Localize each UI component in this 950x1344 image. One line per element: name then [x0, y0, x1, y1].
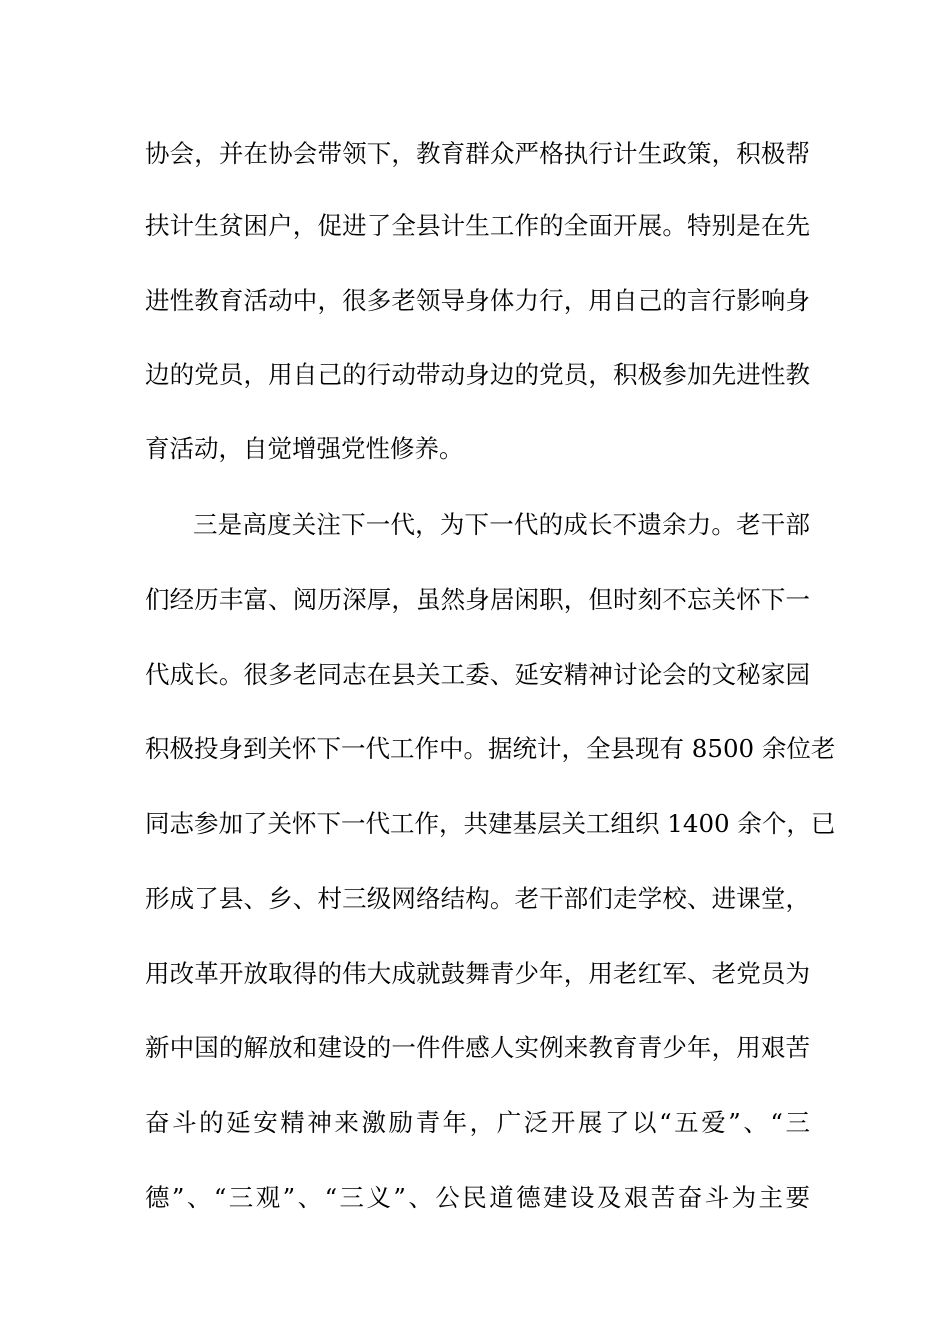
text-line: 积极投身到关怀下一代工作中。据统计，全县现有 8500 余位老 [145, 734, 836, 763]
text-line: 同志参加了关怀下一代工作，共建基层关工组织 1400 余个，已 [145, 809, 836, 838]
text-line: 进性教育活动中，很多老领导身体力行，用自己的言行影响身 [145, 286, 810, 315]
text-line: 用改革开放取得的伟大成就鼓舞青少年，用老红军、老党员为 [145, 959, 810, 988]
text-line: 奋斗的延安精神来激励青年，广泛开展了以“五爱”、“三 [145, 1108, 810, 1137]
paragraph-start-line: 三是高度关注下一代，为下一代的成长不遗余力。老干部 [193, 510, 810, 539]
text-line: 德”、“三观”、“三义”、公民道德建设及艰苦奋斗为主要 [145, 1183, 810, 1212]
text-line: 们经历丰富、阅历深厚，虽然身居闲职，但时刻不忘关怀下一 [145, 585, 810, 614]
text-line: 代成长。很多老同志在县关工委、延安精神讨论会的文秘家园 [145, 660, 810, 689]
text-line: 新中国的解放和建设的一件件感人实例来教育青少年，用艰苦 [145, 1033, 810, 1062]
text-line: 扶计生贫困户，促进了全县计生工作的全面开展。特别是在先 [145, 211, 810, 240]
text-line: 协会，并在协会带领下，教育群众严格执行计生政策，积极帮 [145, 139, 810, 168]
text-line: 边的党员，用自己的行动带动身边的党员，积极参加先进性教 [145, 360, 810, 389]
text-line: 育活动，自觉增强党性修养。 [145, 434, 464, 463]
text-line: 形成了县、乡、村三级网络结构。老干部们走学校、进课堂， [145, 884, 810, 913]
